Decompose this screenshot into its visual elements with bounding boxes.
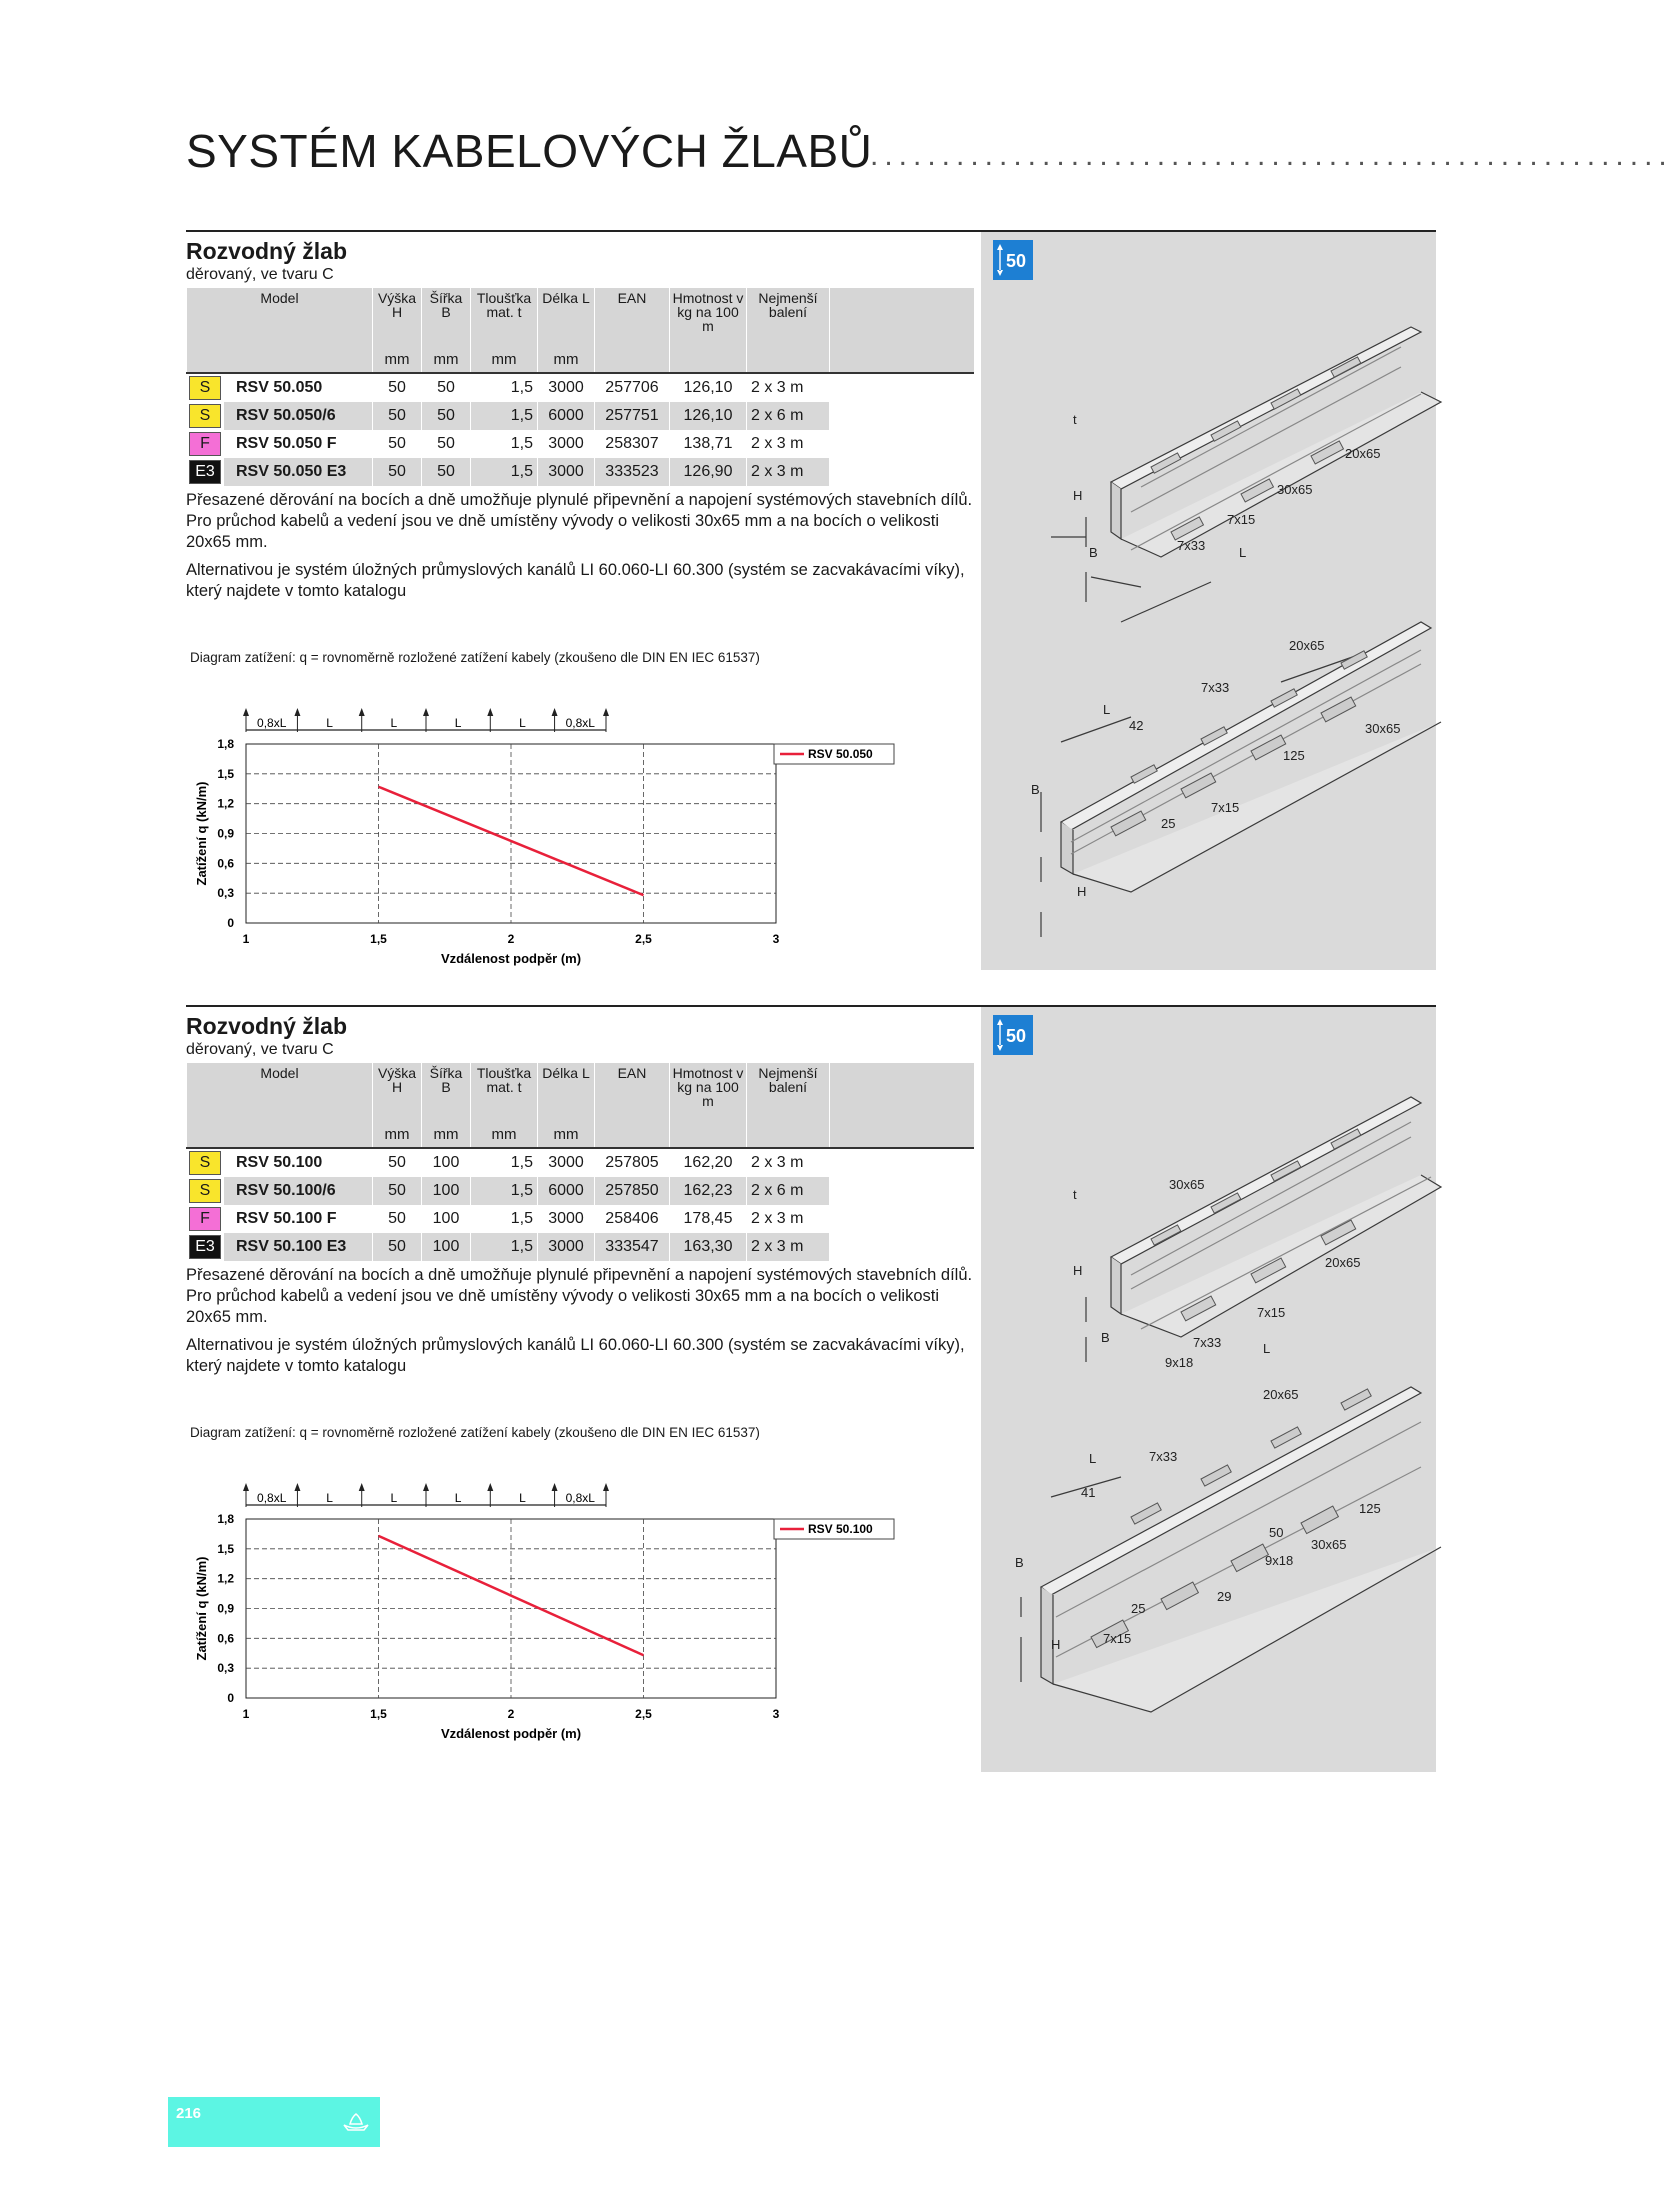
dim-label: 20x65 [1289,638,1325,653]
table-row [187,1148,975,1177]
support-arrowhead [603,708,609,716]
cell-height: 50 [373,1205,422,1233]
tray-drawing-bottom [981,1377,1436,1772]
section-title: Rozvodný žlab [186,238,348,264]
y-tick-label: 1,8 [217,1512,234,1526]
support-arrowhead [423,708,429,716]
y-tick-label: 0 [227,916,234,930]
col-width: Šířka B [422,288,471,349]
y-tick-label: 1,5 [217,1541,234,1556]
section-subtitle: děrovaný, ve tvaru C [186,1041,334,1058]
cell-height: 50 [373,1177,422,1205]
cell-packaging: 2 x 3 m [747,1233,830,1261]
code-s: S [189,1179,221,1203]
badge-value: 50 [1006,251,1027,271]
dim-label: L [1089,1451,1097,1466]
dim-label: 7x33 [1149,1449,1178,1464]
support-span-label: L [519,1491,526,1505]
support-span-label: L [519,716,526,730]
dim-label: B [1031,782,1040,797]
support-arrowhead [243,1483,249,1491]
unit-height: mm [373,349,422,373]
cell-spacer [830,373,975,402]
col-ean: EAN [595,1063,670,1124]
col-height: Výška H [373,288,422,349]
dim-label: 41 [1081,1485,1096,1500]
desc-line: Pro průchod kabelů a vedení jsou ve dně umístěny vývody o velikosti 30x65 mm a na bocích o velikosti 20x65 mm. [186,512,939,551]
col-ean: EAN [595,288,670,349]
dim-label: 20x65 [1345,446,1381,461]
dim-label: H [1077,884,1087,899]
cell-length: 3000 [538,1148,595,1177]
material-code-badge [187,1205,224,1233]
cell-ean: 257805 [595,1148,670,1177]
support-span-label: L [390,1491,398,1505]
dim-label: 50 [1269,1525,1284,1540]
x-tick-label: 1 [242,932,250,946]
code-f: F [189,432,221,456]
dim-label: 42 [1129,718,1144,733]
unit-length: mm [538,1124,595,1148]
table-row [187,402,975,430]
cell-width: 100 [422,1205,471,1233]
dim-label: H [1073,1263,1083,1278]
support-arrowhead [552,708,558,716]
dim-label: 7x33 [1201,680,1230,695]
section-subtitle: děrovaný, ve tvaru C [186,266,334,283]
col-model: Model [187,1063,373,1124]
cell-ean: 258307 [595,430,670,458]
support-arrowhead [294,708,300,716]
cell-width: 100 [422,1233,471,1261]
cell-packaging: 2 x 6 m [747,402,830,430]
cell-height: 50 [373,1233,422,1261]
units-spacer [830,1124,975,1148]
dim-label: 9x18 [1265,1553,1294,1568]
desc-para [186,1265,976,1328]
support-arrowhead [359,1483,365,1491]
legend-label: RSV 50.100 [808,1522,873,1536]
cell-thickness: 1,5 [471,402,538,430]
material-code-badge [187,402,224,430]
support-arrowhead [487,1483,493,1491]
y-tick-label: 1,5 [217,766,234,781]
x-axis-label: Vzdálenost podpěr (m) [440,1726,582,1741]
support-span-label: L [326,716,333,730]
cell-thickness: 1,5 [471,1233,538,1261]
legend-label: RSV 50.050 [808,747,873,761]
x-tick-label: 1 [242,1707,250,1721]
cell-ean: 257751 [595,402,670,430]
dim-label: 7x33 [1193,1335,1222,1350]
desc-para: Alternativou je systém úložných průmyslových kanálů LI 60.060-LI 60.300 (systém se zacvakávacími víky), který najdete v tomto katalogu [186,561,965,600]
cell-length: 3000 [538,373,595,402]
cell-height: 50 [373,458,422,486]
dim-label: 9x18 [1165,1355,1194,1370]
dim-label: 7x33 [1177,538,1206,553]
cell-thickness: 1,5 [471,1177,538,1205]
cell-length: 6000 [538,402,595,430]
x-tick-label: 2 [507,932,515,946]
load-chart [186,1445,946,1765]
table-row [187,373,975,402]
cell-thickness: 1,5 [471,430,538,458]
y-tick-label: 1,2 [217,1571,234,1586]
cell-width: 50 [422,458,471,486]
dim-label: t [1073,1187,1077,1202]
cell-packaging: 2 x 6 m [747,1177,830,1205]
cell-weight: 163,30 [670,1233,747,1261]
x-axis-label: Vzdálenost podpěr (m) [440,951,582,966]
cell-length: 3000 [538,1233,595,1261]
cell-width: 100 [422,1148,471,1177]
cell-spacer [830,430,975,458]
x-tick-label: 3 [772,1707,780,1721]
dim-label: L [1103,702,1111,717]
units-spacer [187,1124,373,1148]
dim-label: 7x15 [1227,512,1256,527]
product-drawing-panel [981,232,1436,970]
cell-spacer [830,1177,975,1205]
cell-height: 50 [373,402,422,430]
cell-weight: 162,23 [670,1177,747,1205]
y-tick-label: 0,6 [217,1631,234,1646]
dim-label: 30x65 [1365,721,1401,736]
support-span-label: 0,8xL [565,1491,595,1505]
support-arrowhead [487,708,493,716]
cell-ean: 333523 [595,458,670,486]
dim-label: 20x65 [1263,1387,1299,1402]
table-row [187,1177,975,1205]
dim-label: 30x65 [1311,1537,1347,1552]
y-tick-label: 0 [227,1691,234,1705]
cell-spacer [830,402,975,430]
table-row [187,1233,975,1261]
units-spacer [595,349,670,373]
cell-width: 100 [422,1177,471,1205]
dim-label: B [1089,545,1098,560]
dim-label: 29 [1217,1589,1232,1604]
cell-spacer [830,1148,975,1177]
x-tick-label: 1,5 [370,1707,387,1721]
dim-label: 125 [1283,748,1305,763]
model-name: RSV 50.100 E3 [224,1233,373,1261]
cell-thickness: 1,5 [471,1148,538,1177]
product-section-rsv-50-050 [186,230,1436,990]
col-length: Délka L [538,1063,595,1124]
support-span-label: 0,8xL [257,716,287,730]
y-tick-label: 0,9 [217,826,234,841]
cell-spacer [830,458,975,486]
col-packaging: Nejmenší balení [747,288,830,349]
code-f: F [189,1207,221,1231]
units-spacer [747,349,830,373]
dim-label: 7x15 [1103,1631,1132,1646]
code-s: S [189,404,221,428]
cell-packaging: 2 x 3 m [747,1205,830,1233]
dim-label: 125 [1359,1501,1381,1516]
unit-width: mm [422,349,471,373]
model-name: RSV 50.100 F [224,1205,373,1233]
support-arrowhead [603,1483,609,1491]
unit-width: mm [422,1124,471,1148]
dim-label: B [1101,1330,1110,1345]
support-arrowhead [423,1483,429,1491]
dim-label: t [1073,412,1077,427]
cell-ean: 258406 [595,1205,670,1233]
col-model: Model [187,288,373,349]
cell-spacer [830,1233,975,1261]
y-tick-label: 0,3 [217,1661,234,1676]
support-span-label: L [454,1491,462,1505]
cell-ean: 257850 [595,1177,670,1205]
y-tick-label: 1,8 [217,737,234,751]
x-tick-label: 3 [772,932,780,946]
units-spacer [187,349,373,373]
material-code-badge [187,458,224,486]
dim-label: 7x15 [1257,1305,1286,1320]
support-arrowhead [294,1483,300,1491]
unit-height: mm [373,1124,422,1148]
spec-table [186,288,974,486]
dim-label: 7x15 [1211,800,1240,815]
desc-para: Alternativou je systém úložných průmyslových kanálů LI 60.060-LI 60.300 (systém se zacvakávacími víky), který najdete v tomto katalogu [186,1336,965,1375]
dim-label: L [1239,545,1247,560]
desc-line: Přesazené děrování na bocích a dně umožňuje plynulé připevnění a napojení systémových stavebních dílů. [186,491,973,509]
cell-length: 3000 [538,430,595,458]
material-code-badge [187,373,224,402]
support-arrowhead [243,708,249,716]
cell-height: 50 [373,1148,422,1177]
description [186,490,976,609]
y-tick-label: 0,9 [217,1601,234,1616]
units-spacer [670,349,747,373]
page-footer [168,2097,380,2147]
col-weight: Hmotnost v kg na 100 m [670,1063,747,1124]
unit-length: mm [538,349,595,373]
cell-thickness: 1,5 [471,1205,538,1233]
y-axis-label: Zatížení q (kN/m) [194,1556,209,1661]
material-code-badge [187,430,224,458]
dim-label: L [1263,1341,1271,1356]
cell-weight: 138,71 [670,430,747,458]
dim-label: 20x65 [1325,1255,1361,1270]
x-tick-label: 1,5 [370,932,387,946]
units-spacer [670,1124,747,1148]
title-dot-leader: ........................................................ [870,139,1673,172]
ship-logo-icon [342,2111,370,2133]
model-name: RSV 50.100 [224,1148,373,1177]
col-height: Výška H [373,1063,422,1124]
description [186,1265,976,1384]
product-drawing-panel [981,1007,1436,1772]
code-s: S [189,376,221,400]
badge-value: 50 [1006,1026,1027,1046]
cell-weight: 126,90 [670,458,747,486]
cell-height: 50 [373,373,422,402]
col-spacer [830,288,975,349]
cell-packaging: 2 x 3 m [747,430,830,458]
units-spacer [595,1124,670,1148]
cell-packaging: 2 x 3 m [747,458,830,486]
support-span-label: L [326,1491,333,1505]
dim-label: B [1015,1555,1024,1570]
dim-label: H [1073,488,1083,503]
cell-packaging: 2 x 3 m [747,373,830,402]
x-tick-label: 2,5 [635,932,652,946]
model-name: RSV 50.050/6 [224,402,373,430]
y-axis-label: Zatížení q (kN/m) [194,781,209,886]
cell-ean: 257706 [595,373,670,402]
tray-drawing-bottom [981,592,1436,972]
cell-width: 50 [422,373,471,402]
y-tick-label: 0,3 [217,886,234,901]
spec-table [186,1063,974,1261]
cell-spacer [830,1205,975,1233]
dim-label: 30x65 [1277,482,1313,497]
unit-thickness: mm [471,1124,538,1148]
units-spacer [830,349,975,373]
desc-line: Přesazené děrování na bocích a dně umožňuje plynulé připevnění a napojení systémových stavebních dílů. [186,1266,973,1284]
product-section-rsv-50-100 [186,1005,1436,1765]
support-arrowhead [552,1483,558,1491]
x-tick-label: 2 [507,1707,515,1721]
model-name: RSV 50.050 F [224,430,373,458]
model-name: RSV 50.050 [224,373,373,402]
model-name: RSV 50.050 E3 [224,458,373,486]
diagram-caption: Diagram zatížení: q = rovnoměrně rozložené zatížení kabely (zkoušeno dle DIN EN IEC 61537) [190,1425,760,1440]
cell-thickness: 1,5 [471,458,538,486]
code-s: S [189,1151,221,1175]
col-thickness: Tloušťka mat. t [471,288,538,349]
cell-packaging: 2 x 3 m [747,1148,830,1177]
section-title: Rozvodný žlab [186,1013,348,1039]
support-span-label: 0,8xL [565,716,595,730]
code-e3: E3 [189,460,221,484]
cell-width: 50 [422,402,471,430]
desc-para [186,490,976,553]
cell-weight: 178,45 [670,1205,747,1233]
desc-line: Pro průchod kabelů a vedení jsou ve dně umístěny vývody o velikosti 30x65 mm a na bocích o velikosti 20x65 mm. [186,1287,939,1326]
cell-height: 50 [373,430,422,458]
y-tick-label: 1,2 [217,796,234,811]
page-number: 216 [176,2105,202,2122]
cell-weight: 126,10 [670,373,747,402]
col-thickness: Tloušťka mat. t [471,1063,538,1124]
dim-label: H [1051,1637,1061,1652]
cell-width: 50 [422,430,471,458]
material-code-badge [187,1177,224,1205]
table-row [187,430,975,458]
support-arrowhead [359,708,365,716]
dim-label: 25 [1131,1601,1146,1616]
load-chart [186,670,946,990]
cell-length: 6000 [538,1177,595,1205]
dim-label: 30x65 [1169,1177,1205,1192]
col-spacer [830,1063,975,1124]
col-width: Šířka B [422,1063,471,1124]
code-e3: E3 [189,1235,221,1259]
cell-weight: 126,10 [670,402,747,430]
cell-length: 3000 [538,1205,595,1233]
table-row [187,1205,975,1233]
table-row [187,458,975,486]
cell-length: 3000 [538,458,595,486]
cell-ean: 333547 [595,1233,670,1261]
col-length: Délka L [538,288,595,349]
material-code-badge [187,1233,224,1261]
page-title: SYSTÉM KABELOVÝCH ŽLABŮ [186,125,873,177]
model-name: RSV 50.100/6 [224,1177,373,1205]
cell-weight: 162,20 [670,1148,747,1177]
y-tick-label: 0,6 [217,856,234,871]
col-packaging: Nejmenší balení [747,1063,830,1124]
support-span-label: 0,8xL [257,1491,287,1505]
units-spacer [747,1124,830,1148]
x-tick-label: 2,5 [635,1707,652,1721]
tray-drawing-top [981,1007,1436,1377]
tray-drawing-top [981,232,1436,592]
cell-thickness: 1,5 [471,373,538,402]
diagram-caption: Diagram zatížení: q = rovnoměrně rozložené zatížení kabely (zkoušeno dle DIN EN IEC 61537) [190,650,760,665]
col-weight: Hmotnost v kg na 100 m [670,288,747,349]
support-span-label: L [390,716,398,730]
unit-thickness: mm [471,349,538,373]
dim-label: 25 [1161,816,1176,831]
support-span-label: L [454,716,462,730]
material-code-badge [187,1148,224,1177]
